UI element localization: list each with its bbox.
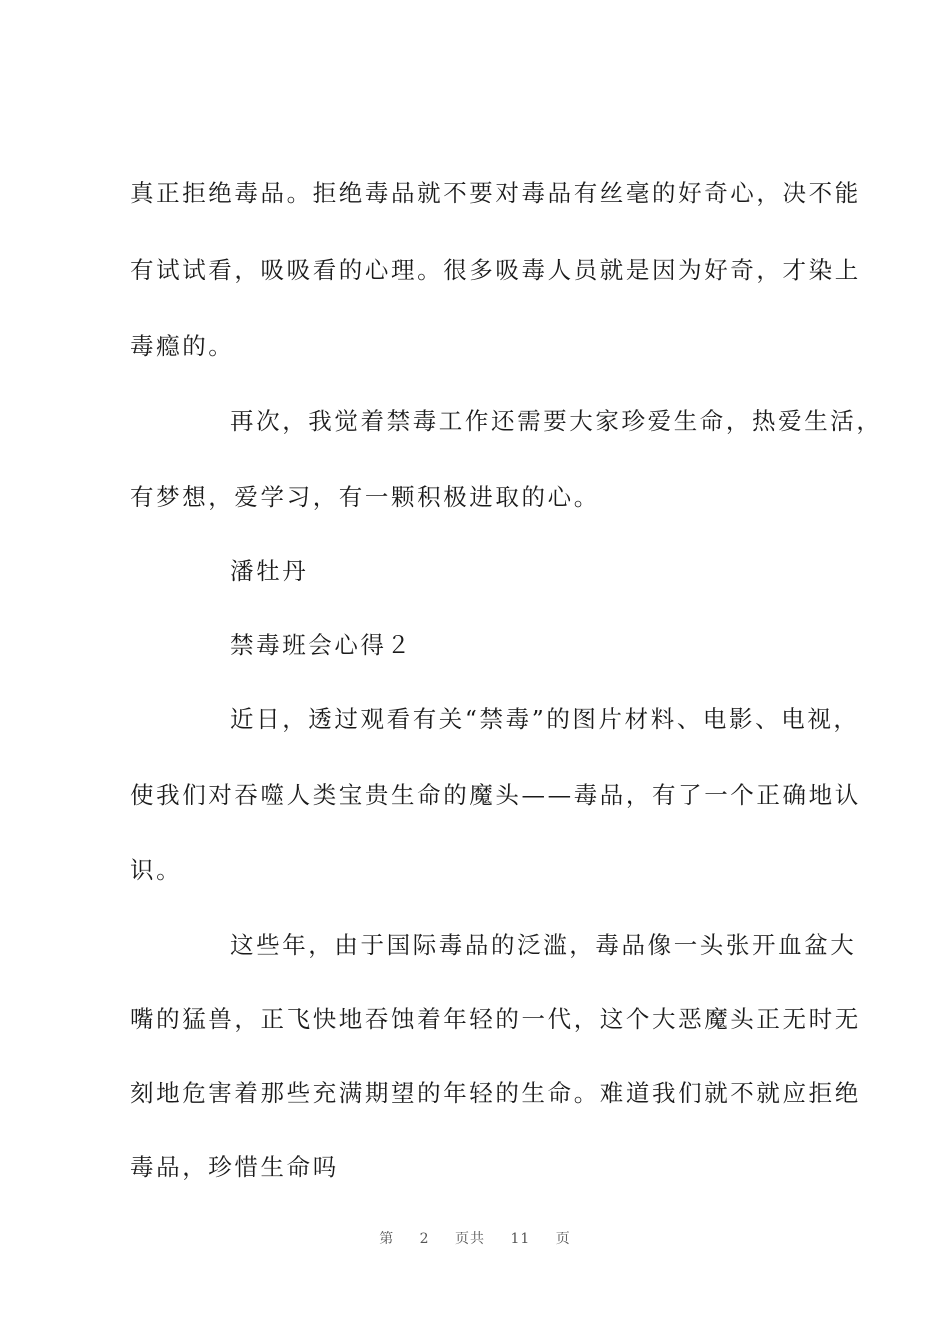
footer-total-pages: 11 — [510, 1231, 531, 1247]
paragraph-line: 毒品，珍惜生命吗 — [130, 1153, 339, 1181]
footer-suffix: 页 — [555, 1231, 571, 1247]
paragraph-line: 毒瘾的。 — [130, 332, 235, 360]
footer-prefix: 第 — [379, 1231, 395, 1247]
section-heading: 禁毒班会心得２ — [230, 631, 413, 659]
paragraph-line: 近日，透过观看有关“禁毒”的图片材料、电影、电视， — [230, 705, 860, 733]
paragraph-line: 有梦想，爱学习，有一颗积极进取的心。 — [130, 483, 600, 511]
page-footer — [0, 1228, 950, 1248]
paragraph-line: 真正拒绝毒品。拒绝毒品就不要对毒品有丝毫的好奇心，决不能 — [130, 179, 861, 207]
paragraph-line: 这些年，由于国际毒品的泛滥，毒品像一头张开血盆大 — [230, 931, 857, 959]
paragraph-line: 嘴的猛兽，正飞快地吞蚀着年轻的一代，这个大恶魔头正无时无 — [130, 1005, 861, 1033]
footer-current-page: 2 — [419, 1231, 430, 1247]
paragraph-line: 使我们对吞噬人类宝贵生命的魔头——毒品，有了一个正确地认 — [130, 781, 861, 809]
paragraph-line: 再次，我觉着禁毒工作还需要大家珍爱生命，热爱生活， — [230, 407, 883, 435]
paragraph-line: 识。 — [130, 856, 183, 884]
paragraph-line: 有试试看，吸吸看的心理。很多吸毒人员就是因为好奇，才染上 — [130, 256, 861, 284]
footer-middle: 页共 — [455, 1231, 486, 1247]
author-name: 潘牡丹 — [230, 557, 309, 585]
paragraph-line: 刻地危害着那些充满期望的年轻的生命。难道我们就不就应拒绝 — [130, 1079, 861, 1107]
